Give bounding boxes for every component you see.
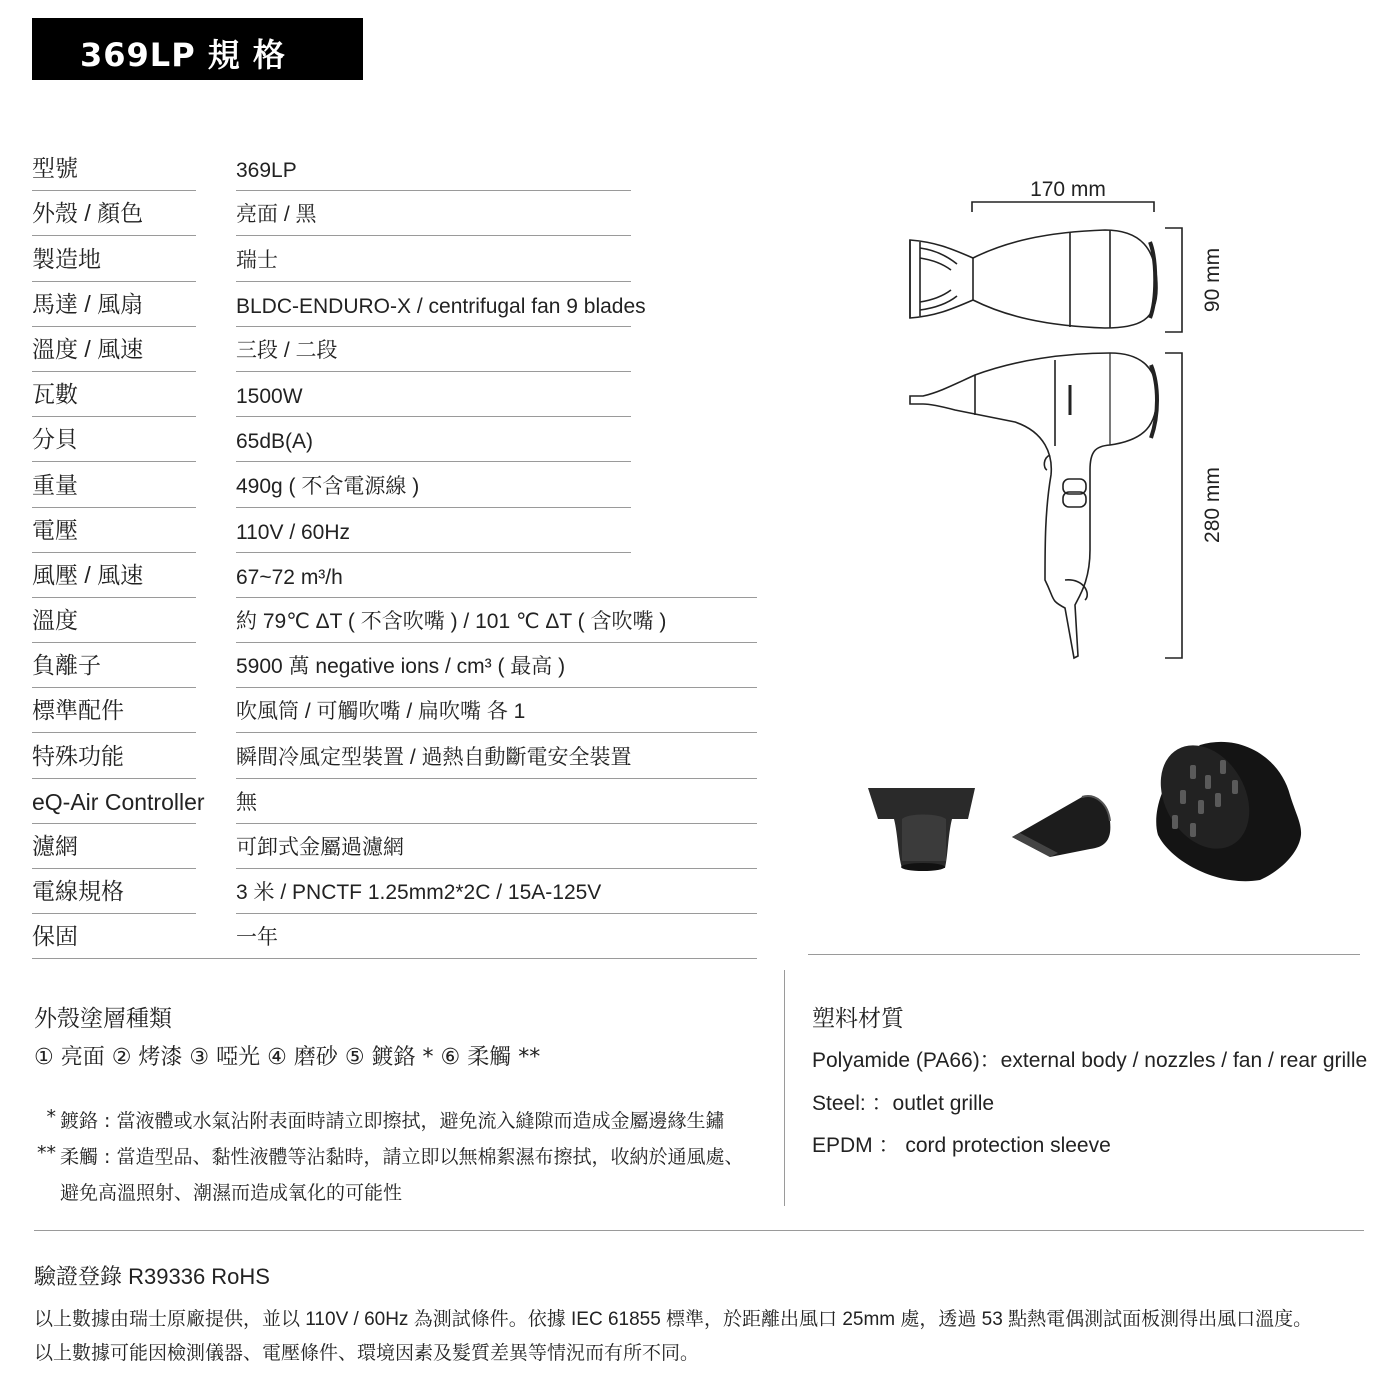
spec-label: 保固	[32, 923, 78, 950]
spec-row-model	[32, 140, 757, 185]
spec-row-shell-color	[32, 185, 757, 230]
spec-label: 電線規格	[32, 878, 124, 905]
note-marker: **	[37, 1142, 56, 1164]
spec-row-cord	[32, 863, 757, 908]
dimension-depth: 90 mm	[1201, 247, 1224, 313]
flat-nozzle-icon	[1012, 796, 1110, 857]
spec-row-filter	[32, 818, 757, 863]
spec-row-accessories	[32, 682, 757, 727]
spec-value: 吹風筒 / 可觸吹嘴 / 扁吹嘴 各 1	[236, 700, 526, 724]
spec-row-motor-fan	[32, 276, 757, 321]
spec-row-warranty	[32, 908, 757, 953]
spec-row-temperature	[32, 592, 757, 637]
spec-label: 重量	[32, 471, 78, 498]
spec-value: 瞬間冷風定型裝置 / 過熱自動斷電安全裝置	[236, 745, 632, 769]
spec-label: 分貝	[32, 426, 78, 453]
spec-value: 約 79℃ ΔT ( 不含吹嘴 ) / 101 ℃ ΔT ( 含吹嘴 )	[236, 610, 667, 634]
diffuser-icon	[1143, 735, 1301, 881]
footer-note: 以上數據由瑞士原廠提供，並以 110V / 60Hz 為測試條件。依據 IEC 61855 標準，於距離出風口 25mm 處，透過 53 點熱電偶測試面板測得出風口溫度。	[34, 1309, 1313, 1330]
spec-label: 製造地	[32, 245, 101, 272]
divider	[34, 1230, 1364, 1231]
spec-label: 濾網	[32, 833, 78, 859]
spec-value: 可卸式金屬過濾網	[236, 836, 404, 859]
spec-label: 馬達 / 風扇	[32, 290, 144, 317]
spec-value: 一年	[236, 926, 278, 950]
note-text: 鍍鉻 : 當液體或水氣沾附表面時請立即擦拭，避免流入縫隙而造成金屬邊緣生鏽	[60, 1110, 725, 1132]
spec-label: 電壓	[32, 516, 78, 543]
spec-label: 瓦數	[32, 381, 78, 408]
spec-table	[32, 140, 757, 953]
spec-value: 亮面 / 黑	[236, 203, 317, 227]
spec-value: 67~72 m³/h	[236, 565, 343, 589]
spec-row-wattage	[32, 366, 757, 411]
spec-label: 型號	[32, 155, 78, 182]
certification: 驗證登錄 R39336 RoHS	[34, 1264, 270, 1289]
spec-value: 490g ( 不含電源線 )	[236, 474, 420, 498]
note-text: 柔觸 : 當造型品、黏性液體等沾黏時，請立即以無棉絮濕布擦拭，收納於通風處、	[60, 1146, 744, 1168]
spec-row-eq-air	[32, 773, 757, 818]
spec-label: 特殊功能	[32, 742, 124, 769]
spec-row-negative-ions	[32, 637, 757, 682]
spec-label: 標準配件	[32, 697, 124, 724]
spec-value: 3 米 / PNCTF 1.25mm2*2C / 15A-125V	[236, 881, 602, 905]
coating-title: 外殼塗層種類	[34, 1005, 172, 1031]
spec-label: 風壓 / 風速	[32, 561, 144, 588]
spec-row-weight	[32, 456, 757, 501]
material-item: Steel: ：outlet grille	[812, 1092, 995, 1115]
spec-value: 無	[236, 790, 257, 814]
note-marker: *	[46, 1106, 56, 1128]
spec-value: 110V / 60Hz	[236, 520, 351, 544]
spec-label: eQ-Air Controller	[32, 788, 205, 815]
spec-value: 三段 / 二段	[236, 338, 338, 362]
spec-value: 369LP	[236, 159, 297, 183]
concentrator-nozzle-icon	[868, 788, 975, 871]
page-title: 369LP 規 格	[80, 36, 286, 74]
page-title-bar	[32, 18, 363, 80]
spec-value: 65dB(A)	[236, 430, 314, 454]
materials-title: 塑料材質	[812, 1005, 904, 1031]
spec-row-features	[32, 727, 757, 772]
divider	[784, 970, 785, 1206]
spec-value: BLDC-ENDURO-X / centrifugal fan 9 blades	[236, 294, 646, 318]
spec-label: 負離子	[32, 652, 101, 679]
spec-row-airflow	[32, 547, 757, 592]
material-item: EPDM ： cord protection sleeve	[812, 1134, 1111, 1157]
spec-value: 5900 萬 negative ions / cm³ ( 最高 )	[236, 655, 566, 679]
spec-row-voltage	[32, 502, 757, 547]
dimension-height: 280 mm	[1201, 467, 1224, 543]
spec-label: 溫度	[32, 607, 78, 634]
divider	[808, 954, 1360, 955]
spec-row-temp-speed	[32, 321, 757, 366]
accessories-images	[860, 735, 1360, 895]
hair-dryer-outline-icon	[895, 170, 1225, 690]
note-text: 避免高溫照射、潮濕而造成氧化的可能性	[60, 1182, 403, 1204]
spec-row-origin	[32, 230, 757, 275]
divider	[32, 958, 757, 959]
spec-value: 1500W	[236, 385, 303, 409]
spec-label: 外殼 / 顏色	[32, 200, 144, 227]
spec-value: 瑞士	[236, 248, 278, 272]
dimension-width: 170 mm	[1030, 178, 1106, 201]
coating-options: ① 亮面 ② 烤漆 ③ 啞光 ④ 磨砂 ⑤ 鍍鉻 * ⑥ 柔觸 **	[34, 1045, 541, 1070]
spec-label: 溫度 / 風速	[32, 335, 144, 362]
footer-note: 以上數據可能因檢測儀器、電壓條件、環境因素及髮質差異等情況而有所不同。	[34, 1343, 700, 1364]
material-item: Polyamide (PA66)：external body / nozzles / fan / rear grille	[812, 1049, 1368, 1072]
spec-row-decibel	[32, 411, 757, 456]
